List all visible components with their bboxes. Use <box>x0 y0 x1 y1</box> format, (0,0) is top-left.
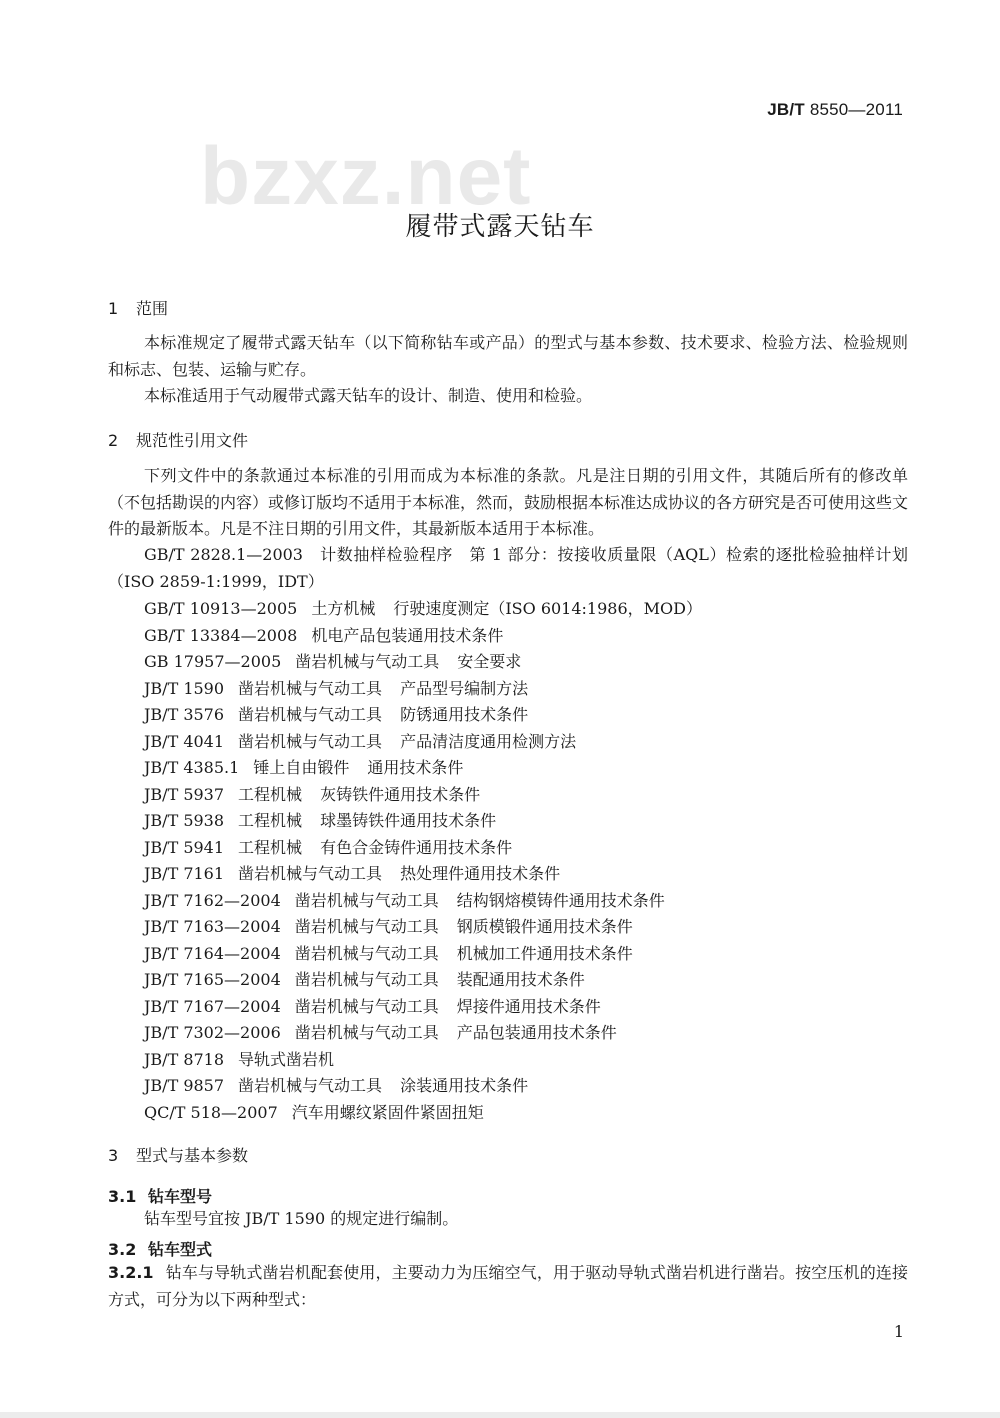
section-1-paragraph-1: 本标准规定了履带式露天钻车（以下简称钻车或产品）的型式与基本参数、技术要求、检验方法、检验规则和标志、包装、运输与贮存。 <box>108 333 908 379</box>
standard-code: 8550—2011 <box>804 100 903 119</box>
reference-item <box>144 729 576 752</box>
reference-code: JB/T 9857 <box>144 1076 225 1095</box>
reference-code: GB/T 10913—2005 <box>144 599 298 618</box>
reference-title-part-1: 土方机械 <box>311 599 376 618</box>
reference-title-part-2: 行驶速度测定（ISO 6014:1986，MOD） <box>393 599 702 618</box>
section-number: 1 <box>108 299 119 318</box>
subsection-number: 3.1 <box>108 1187 137 1206</box>
section-2-heading <box>108 428 248 451</box>
reference-code: JB/T 7162—2004 <box>144 890 281 910</box>
reference-code: JB/T 7164—2004 <box>144 943 281 963</box>
reference-title-part-1: 凿岩机械与气动工具 <box>294 1023 439 1042</box>
reference-title-part-2: 钢质模锻件通用技术条件 <box>456 917 633 936</box>
reference-item <box>144 1073 528 1096</box>
reference-item <box>144 914 633 937</box>
section-1-paragraph-2: 本标准适用于气动履带式露天钻车的设计、制造、使用和检验。 <box>144 386 593 405</box>
reference-title-part-2: 产品包装通用技术条件 <box>456 1023 617 1042</box>
standard-prefix: JB/T <box>767 100 805 119</box>
subsection-number: 3.2 <box>108 1240 137 1259</box>
reference-title-part-2: 结构钢熔模铸件通用技术条件 <box>456 890 665 910</box>
reference-code: GB/T 13384—2008 <box>144 625 298 645</box>
reference-title-part-2: 产品清洁度通用检测方法 <box>400 731 577 751</box>
reference-code: GB 17957—2005 <box>144 652 282 671</box>
reference-title-part-1: 凿岩机械与气动工具 <box>294 970 439 989</box>
reference-item-first: GB/T 2828.1—2003 计数抽样检验程序 第 1 部分：按接收质量限（AQL）检索的逐批检验抽样计划（ISO 2859-1:1999，IDT） <box>108 545 908 591</box>
section-title: 规范性引用文件 <box>136 431 249 450</box>
reference-code: JB/T 1590 <box>144 678 225 698</box>
reference-code: JB/T 3576 <box>144 705 225 724</box>
reference-item <box>144 649 521 672</box>
section-title: 型式与基本参数 <box>136 1146 249 1165</box>
clause-text: 钻车与导轨式凿岩机配套使用，主要动力为压缩空气，用于驱动导轨式凿岩机进行凿岩。按空压机的连接方式，可分为以下两种型式： <box>108 1263 908 1309</box>
reference-title-part-1: 汽车用螺纹紧固件紧固扭矩 <box>291 1102 484 1122</box>
section-number: 2 <box>108 431 119 450</box>
section-3-heading <box>108 1143 248 1166</box>
reference-title-part-1: 凿岩机械与气动工具 <box>238 705 383 724</box>
reference-code: JB/T 5941 <box>144 837 225 857</box>
reference-code: QC/T 518—2007 <box>144 1102 278 1122</box>
reference-item <box>144 941 633 964</box>
reference-code: JB/T 7302—2006 <box>144 1023 281 1042</box>
reference-title-part-2: 产品型号编制方法 <box>400 678 529 698</box>
reference-title-part-2: 装配通用技术条件 <box>456 970 585 989</box>
reference-title-part-1: 凿岩机械与气动工具 <box>294 996 439 1016</box>
reference-code: JB/T 4041 <box>144 731 225 751</box>
reference-item <box>144 596 702 619</box>
reference-item <box>144 1100 502 1123</box>
reference-item <box>144 967 585 990</box>
document-title: 履带式露天钻车 <box>405 212 595 242</box>
reference-title-part-1: 工程机械 <box>238 837 303 857</box>
reference-item <box>144 1047 352 1070</box>
reference-item <box>144 755 463 778</box>
subsection-3-1-heading <box>108 1184 212 1207</box>
reference-title-part-2: 灰铸铁件通用技术条件 <box>320 784 481 804</box>
reference-code: JB/T 4385.1 <box>144 758 240 777</box>
reference-item <box>144 1020 617 1043</box>
standard-number <box>767 100 903 120</box>
section-1-heading <box>108 296 168 319</box>
reference-title-part-1: 工程机械 <box>238 811 303 830</box>
reference-item <box>144 808 496 831</box>
reference-title-part-1: 凿岩机械与气动工具 <box>294 917 439 936</box>
reference-item <box>144 702 528 725</box>
reference-title-part-1: 凿岩机械与气动工具 <box>294 943 439 963</box>
reference-title-part-2: 通用技术条件 <box>367 758 464 777</box>
reference-title-part-1: 凿岩机械与气动工具 <box>295 652 440 671</box>
subsection-3-2-1-paragraph <box>108 1260 908 1313</box>
page-bottom-edge <box>0 1412 1000 1418</box>
reference-item <box>144 676 528 699</box>
reference-item <box>144 994 601 1017</box>
subsection-title: 钻车型式 <box>148 1240 213 1259</box>
reference-title-part-2: 安全要求 <box>457 652 522 671</box>
reference-title-part-1: 锤上自由锻件 <box>253 758 350 777</box>
reference-item <box>144 861 560 884</box>
reference-title-part-1: 凿岩机械与气动工具 <box>238 864 383 883</box>
reference-title-part-1: 机电产品包装通用技术条件 <box>311 625 504 645</box>
reference-item <box>144 782 480 805</box>
section-2-paragraph: 下列文件中的条款通过本标准的引用而成为本标准的条款。凡是注日期的引用文件，其随后所有的修改单（不包括勘误的内容）或修订版均不适用于本标准，然而，鼓励根据本标准达成协议的各方研究是否可使用这些文件的最新版本。凡是不注日期的引用文件，其最新版本适用于本标准。 <box>108 466 909 538</box>
reference-title-part-1: 凿岩机械与气动工具 <box>238 1076 383 1095</box>
reference-item <box>144 623 521 646</box>
subsection-3-2-heading <box>108 1237 212 1260</box>
reference-title-part-2: 热处理件通用技术条件 <box>400 864 561 883</box>
reference-title-part-1: 凿岩机械与气动工具 <box>238 678 383 698</box>
reference-title-part-1: 工程机械 <box>238 784 303 804</box>
watermark: bzxz.net <box>200 131 532 222</box>
reference-title-part-1: 凿岩机械与气动工具 <box>294 890 439 910</box>
reference-item <box>144 835 512 858</box>
section-number: 3 <box>108 1146 119 1165</box>
reference-code: JB/T 5938 <box>144 811 225 830</box>
reference-item <box>144 888 665 911</box>
reference-code: JB/T 7161 <box>144 864 225 883</box>
reference-code: JB/T 7167—2004 <box>144 996 281 1016</box>
reference-title-part-2: 机械加工件通用技术条件 <box>456 943 633 963</box>
reference-title-part-2: 涂装通用技术条件 <box>400 1076 529 1095</box>
reference-title-part-2: 焊接件通用技术条件 <box>456 996 601 1016</box>
reference-title-part-1: 导轨式凿岩机 <box>238 1049 335 1069</box>
section-title: 范围 <box>136 299 169 318</box>
reference-title-part-2: 有色合金铸件通用技术条件 <box>320 837 513 857</box>
clause-number: 3.2.1 <box>108 1263 154 1282</box>
subsection-3-1-paragraph: 钻车型号宜按 JB/T 1590 的规定进行编制。 <box>144 1209 459 1228</box>
reference-title-part-2: 球墨铸铁件通用技术条件 <box>320 811 497 830</box>
page-number: 1 <box>893 1322 904 1341</box>
reference-code: JB/T 7163—2004 <box>144 917 281 936</box>
reference-title-part-2: 防锈通用技术条件 <box>400 705 529 724</box>
reference-code: JB/T 7165—2004 <box>144 970 281 989</box>
reference-code: JB/T 5937 <box>144 784 225 804</box>
reference-code: JB/T 8718 <box>144 1049 225 1069</box>
subsection-title: 钻车型号 <box>148 1187 213 1206</box>
reference-title-part-1: 凿岩机械与气动工具 <box>238 731 383 751</box>
